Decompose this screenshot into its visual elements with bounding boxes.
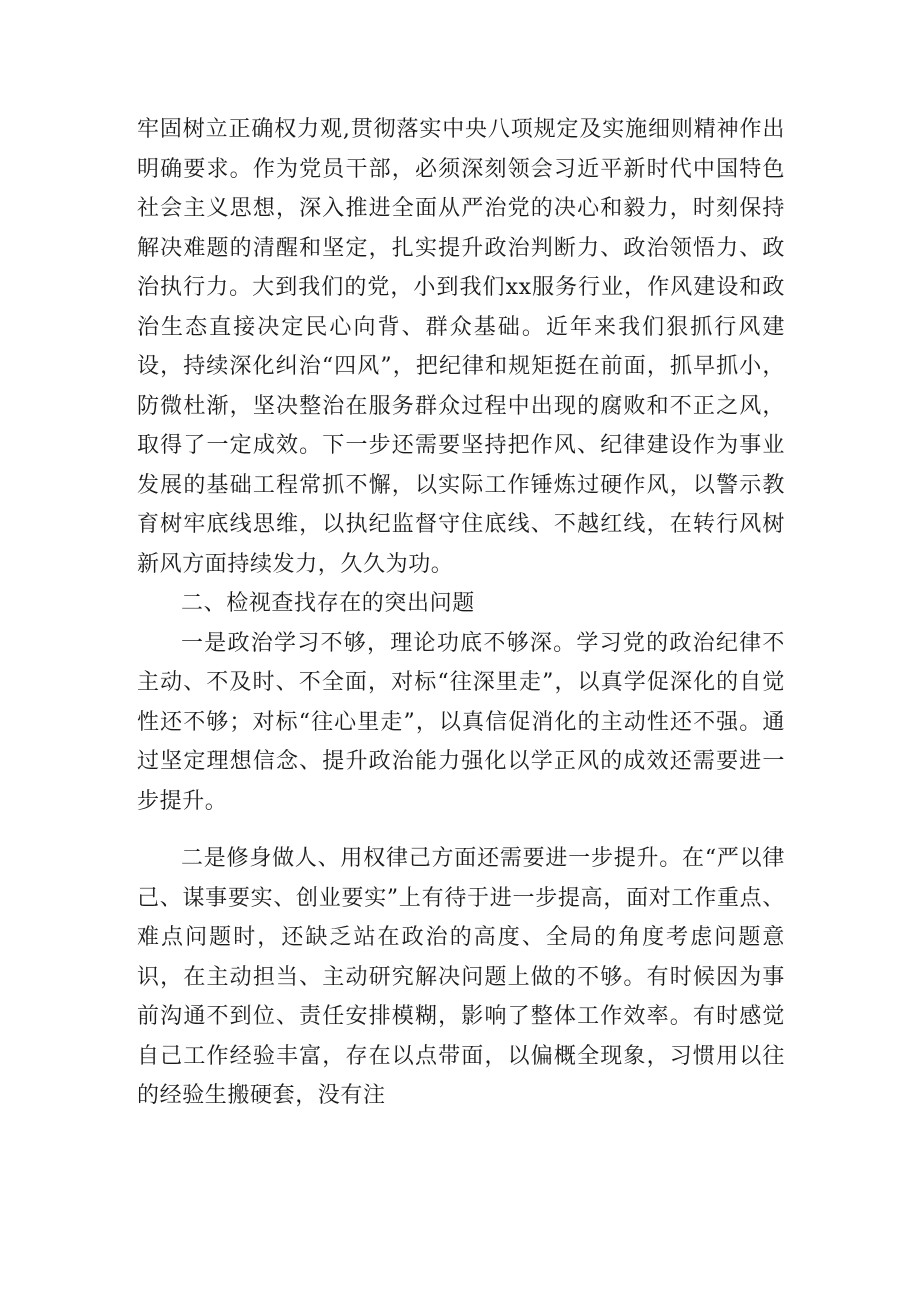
body-paragraph-problem-1: 一是政治学习不够，理论功底不够深。学习党的政治纪律不主动、不及时、不全面，对标“往深里走”，以真学促深化的自觉性还不够；对标“往心里走”，以真信促消化的主动性还不强。通过坚定理想信念、提升政治能力强化以学正风的成效还需要进一步提升。 <box>137 630 785 814</box>
document-body <box>137 110 785 1116</box>
body-paragraph-problem-2: 二是修身做人、用权律己方面还需要进一步提升。在“严以律己、谋事要实、创业要实”上有待于进一步提高，面对工作重点、难点问题时，还缺乏站在政治的高度、全局的角度考虑问题意识，在主动担当、主动研究解决问题上做的不够。有时候因为事前沟通不到位、责任安排模糊，影响了整体工作效率。有时感觉自己工作经验丰富，存在以点带面，以偏概全现象，习惯用以往的经验生搬硬套，没有注 <box>137 846 785 1108</box>
section-heading-2: 二、检视查找存在的突出问题 <box>181 591 475 616</box>
body-paragraph-continued: 牢固树立正确权力观,贯彻落实中央八项规定及实施细则精神作出明确要求。作为党员干部，必须深刻领会习近平新时代中国特色社会主义思想，深入推进全面从严治党的决心和毅力，时刻保持解决难题的清醒和坚定，扎实提升政治判断力、政治领悟力、政治执行力。大到我们的党，小到我们xx服务行业，作风建设和政治生态直接决定民心向背、群众基础。近年来我们狠抓行风建设，持续深化纠治“四风”，把纪律和规矩挺在前面，抓早抓小，防微杜渐，坚决整治在服务群众过程中出现的腐败和不正之风，取得了一定成效。下一步还需要坚持把作风、纪律建设作为事业发展的基础工程常抓不懈，以实际工作锤炼过硬作风，以警示教育树牢底线思维，以执纪监督守住底线、不越红线，在转行风树新风方面持续发力，久久为功。 <box>137 117 785 577</box>
